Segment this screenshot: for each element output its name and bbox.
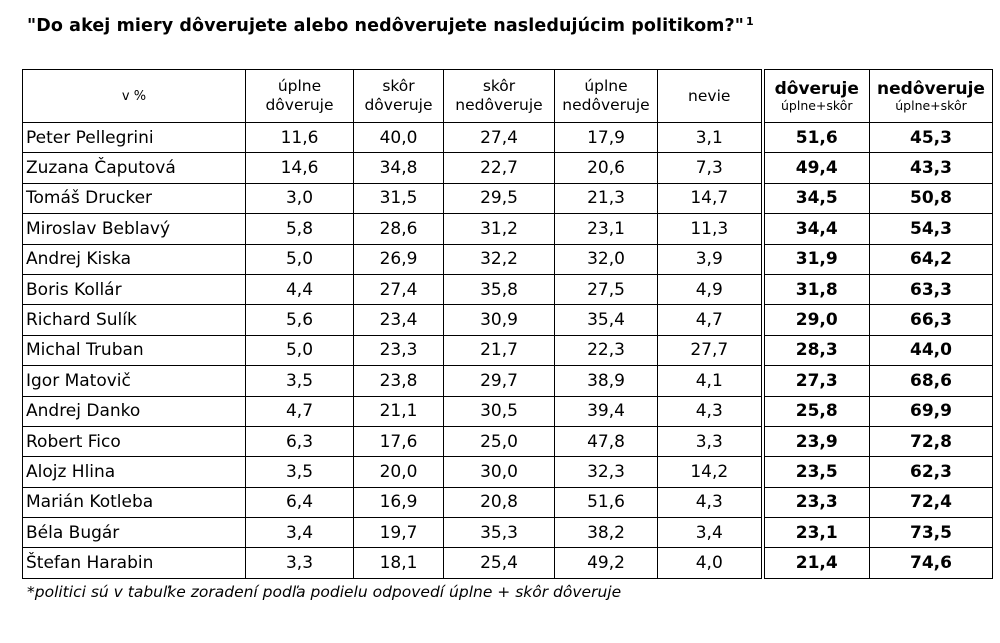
politician-name: Marián Kotleba (23, 487, 246, 517)
table-row (23, 335, 993, 365)
cell-nedoveruje-sum: 63,3 (870, 274, 993, 304)
cell-uplne-nedoveruje: 39,4 (555, 396, 658, 426)
table-body (23, 123, 993, 579)
cell-skor-doveruje: 20,0 (354, 457, 444, 487)
cell-nevie: 4,3 (658, 396, 763, 426)
cell-uplne-doveruje: 4,4 (246, 274, 354, 304)
cell-doveruje-sum: 34,5 (763, 183, 870, 213)
table-row (23, 426, 993, 456)
cell-nedoveruje-sum: 66,3 (870, 305, 993, 335)
cell-nevie: 4,0 (658, 548, 763, 578)
cell-uplne-nedoveruje: 32,3 (555, 457, 658, 487)
cell-skor-doveruje: 21,1 (354, 396, 444, 426)
table-row (23, 518, 993, 548)
cell-uplne-nedoveruje: 32,0 (555, 244, 658, 274)
cell-nedoveruje-sum: 73,5 (870, 518, 993, 548)
cell-skor-nedoveruje: 31,2 (444, 214, 555, 244)
table-row (23, 457, 993, 487)
cell-skor-nedoveruje: 30,0 (444, 457, 555, 487)
cell-uplne-doveruje: 3,4 (246, 518, 354, 548)
cell-skor-nedoveruje: 20,8 (444, 487, 555, 517)
cell-doveruje-sum: 21,4 (763, 548, 870, 578)
cell-skor-nedoveruje: 27,4 (444, 123, 555, 153)
cell-uplne-nedoveruje: 51,6 (555, 487, 658, 517)
cell-doveruje-sum: 51,6 (763, 123, 870, 153)
cell-nevie: 7,3 (658, 153, 763, 183)
cell-uplne-nedoveruje: 27,5 (555, 274, 658, 304)
cell-nedoveruje-sum: 44,0 (870, 335, 993, 365)
cell-skor-doveruje: 19,7 (354, 518, 444, 548)
cell-skor-nedoveruje: 30,5 (444, 396, 555, 426)
cell-doveruje-sum: 31,9 (763, 244, 870, 274)
cell-uplne-doveruje: 4,7 (246, 396, 354, 426)
col-header-nevie: nevie (658, 70, 763, 123)
cell-nevie: 4,9 (658, 274, 763, 304)
politician-name: Zuzana Čaputová (23, 153, 246, 183)
cell-skor-doveruje: 23,3 (354, 335, 444, 365)
politician-name: Michal Truban (23, 335, 246, 365)
col-header-nedoveruje-sum: nedôveruje úplne+skôr (870, 70, 993, 123)
cell-skor-nedoveruje: 35,3 (444, 518, 555, 548)
cell-doveruje-sum: 27,3 (763, 366, 870, 396)
cell-uplne-nedoveruje: 49,2 (555, 548, 658, 578)
cell-nevie: 4,7 (658, 305, 763, 335)
cell-uplne-nedoveruje: 23,1 (555, 214, 658, 244)
cell-uplne-nedoveruje: 38,9 (555, 366, 658, 396)
table-row (23, 548, 993, 578)
cell-uplne-doveruje: 3,3 (246, 548, 354, 578)
footnote: *politici sú v tabuľke zoradení podľa podielu odpovedí úplne + skôr dôveruje (27, 583, 622, 601)
cell-uplne-doveruje: 5,8 (246, 214, 354, 244)
cell-uplne-nedoveruje: 38,2 (555, 518, 658, 548)
cell-skor-nedoveruje: 35,8 (444, 274, 555, 304)
col-header-uplne-doveruje: úplne dôveruje (246, 70, 354, 123)
cell-skor-nedoveruje: 25,0 (444, 426, 555, 456)
title-footnote-mark: 1 (746, 15, 754, 28)
cell-nevie: 11,3 (658, 214, 763, 244)
table-row (23, 396, 993, 426)
politician-name: Richard Sulík (23, 305, 246, 335)
cell-doveruje-sum: 25,8 (763, 396, 870, 426)
trust-table (22, 69, 993, 579)
cell-skor-doveruje: 26,9 (354, 244, 444, 274)
cell-uplne-nedoveruje: 35,4 (555, 305, 658, 335)
cell-skor-doveruje: 23,8 (354, 366, 444, 396)
cell-doveruje-sum: 23,1 (763, 518, 870, 548)
politician-name: Igor Matovič (23, 366, 246, 396)
cell-doveruje-sum: 34,4 (763, 214, 870, 244)
politician-name: Peter Pellegrini (23, 123, 246, 153)
cell-nevie: 4,3 (658, 487, 763, 517)
cell-skor-doveruje: 31,5 (354, 183, 444, 213)
cell-uplne-nedoveruje: 17,9 (555, 123, 658, 153)
cell-uplne-doveruje: 11,6 (246, 123, 354, 153)
cell-nevie: 14,2 (658, 457, 763, 487)
table-row (23, 244, 993, 274)
cell-nevie: 3,1 (658, 123, 763, 153)
cell-skor-nedoveruje: 29,5 (444, 183, 555, 213)
cell-uplne-nedoveruje: 21,3 (555, 183, 658, 213)
table-row (23, 487, 993, 517)
cell-skor-nedoveruje: 21,7 (444, 335, 555, 365)
corner-header: v % (23, 70, 246, 123)
cell-uplne-doveruje: 5,0 (246, 335, 354, 365)
politician-name: Boris Kollár (23, 274, 246, 304)
cell-uplne-nedoveruje: 47,8 (555, 426, 658, 456)
cell-skor-nedoveruje: 29,7 (444, 366, 555, 396)
cell-uplne-nedoveruje: 22,3 (555, 335, 658, 365)
cell-skor-doveruje: 40,0 (354, 123, 444, 153)
cell-skor-nedoveruje: 32,2 (444, 244, 555, 274)
table-title (27, 16, 754, 36)
cell-nedoveruje-sum: 69,9 (870, 396, 993, 426)
cell-skor-doveruje: 16,9 (354, 487, 444, 517)
politician-name: Tomáš Drucker (23, 183, 246, 213)
cell-nevie: 14,7 (658, 183, 763, 213)
cell-nevie: 3,4 (658, 518, 763, 548)
cell-skor-doveruje: 34,8 (354, 153, 444, 183)
cell-nedoveruje-sum: 45,3 (870, 123, 993, 153)
cell-doveruje-sum: 23,3 (763, 487, 870, 517)
cell-nedoveruje-sum: 72,4 (870, 487, 993, 517)
cell-doveruje-sum: 31,8 (763, 274, 870, 304)
politician-name: Béla Bugár (23, 518, 246, 548)
cell-skor-doveruje: 27,4 (354, 274, 444, 304)
cell-skor-doveruje: 17,6 (354, 426, 444, 456)
col-header-skor-nedoveruje: skôr nedôveruje (444, 70, 555, 123)
col-header-uplne-nedoveruje: úplne nedôveruje (555, 70, 658, 123)
cell-skor-doveruje: 28,6 (354, 214, 444, 244)
cell-nevie: 27,7 (658, 335, 763, 365)
cell-uplne-nedoveruje: 20,6 (555, 153, 658, 183)
header-row (23, 70, 993, 123)
cell-nevie: 4,1 (658, 366, 763, 396)
cell-doveruje-sum: 49,4 (763, 153, 870, 183)
cell-nevie: 3,3 (658, 426, 763, 456)
cell-nedoveruje-sum: 64,2 (870, 244, 993, 274)
cell-uplne-doveruje: 3,5 (246, 366, 354, 396)
table-row (23, 183, 993, 213)
cell-nedoveruje-sum: 62,3 (870, 457, 993, 487)
table-row (23, 214, 993, 244)
politician-name: Andrej Kiska (23, 244, 246, 274)
cell-nedoveruje-sum: 54,3 (870, 214, 993, 244)
cell-nedoveruje-sum: 72,8 (870, 426, 993, 456)
cell-skor-nedoveruje: 30,9 (444, 305, 555, 335)
table-row (23, 123, 993, 153)
col-header-skor-doveruje: skôr dôveruje (354, 70, 444, 123)
title-text: "Do akej miery dôverujete alebo nedôverujete nasledujúcim politikom?" (27, 16, 744, 36)
politician-name: Alojz Hlina (23, 457, 246, 487)
politician-name: Robert Fico (23, 426, 246, 456)
cell-skor-nedoveruje: 22,7 (444, 153, 555, 183)
cell-doveruje-sum: 29,0 (763, 305, 870, 335)
cell-skor-doveruje: 18,1 (354, 548, 444, 578)
cell-nedoveruje-sum: 74,6 (870, 548, 993, 578)
table-row (23, 153, 993, 183)
cell-nedoveruje-sum: 68,6 (870, 366, 993, 396)
table-row (23, 274, 993, 304)
table-row (23, 305, 993, 335)
cell-doveruje-sum: 23,5 (763, 457, 870, 487)
cell-nevie: 3,9 (658, 244, 763, 274)
table-row (23, 366, 993, 396)
cell-uplne-doveruje: 5,0 (246, 244, 354, 274)
politician-name: Miroslav Beblavý (23, 214, 246, 244)
cell-skor-nedoveruje: 25,4 (444, 548, 555, 578)
cell-doveruje-sum: 28,3 (763, 335, 870, 365)
cell-uplne-doveruje: 3,5 (246, 457, 354, 487)
cell-uplne-doveruje: 6,4 (246, 487, 354, 517)
cell-uplne-doveruje: 14,6 (246, 153, 354, 183)
cell-nedoveruje-sum: 50,8 (870, 183, 993, 213)
cell-nedoveruje-sum: 43,3 (870, 153, 993, 183)
col-header-doveruje-sum: dôveruje úplne+skôr (763, 70, 870, 123)
cell-uplne-doveruje: 5,6 (246, 305, 354, 335)
cell-uplne-doveruje: 6,3 (246, 426, 354, 456)
cell-skor-doveruje: 23,4 (354, 305, 444, 335)
politician-name: Štefan Harabin (23, 548, 246, 578)
politician-name: Andrej Danko (23, 396, 246, 426)
cell-uplne-doveruje: 3,0 (246, 183, 354, 213)
cell-doveruje-sum: 23,9 (763, 426, 870, 456)
